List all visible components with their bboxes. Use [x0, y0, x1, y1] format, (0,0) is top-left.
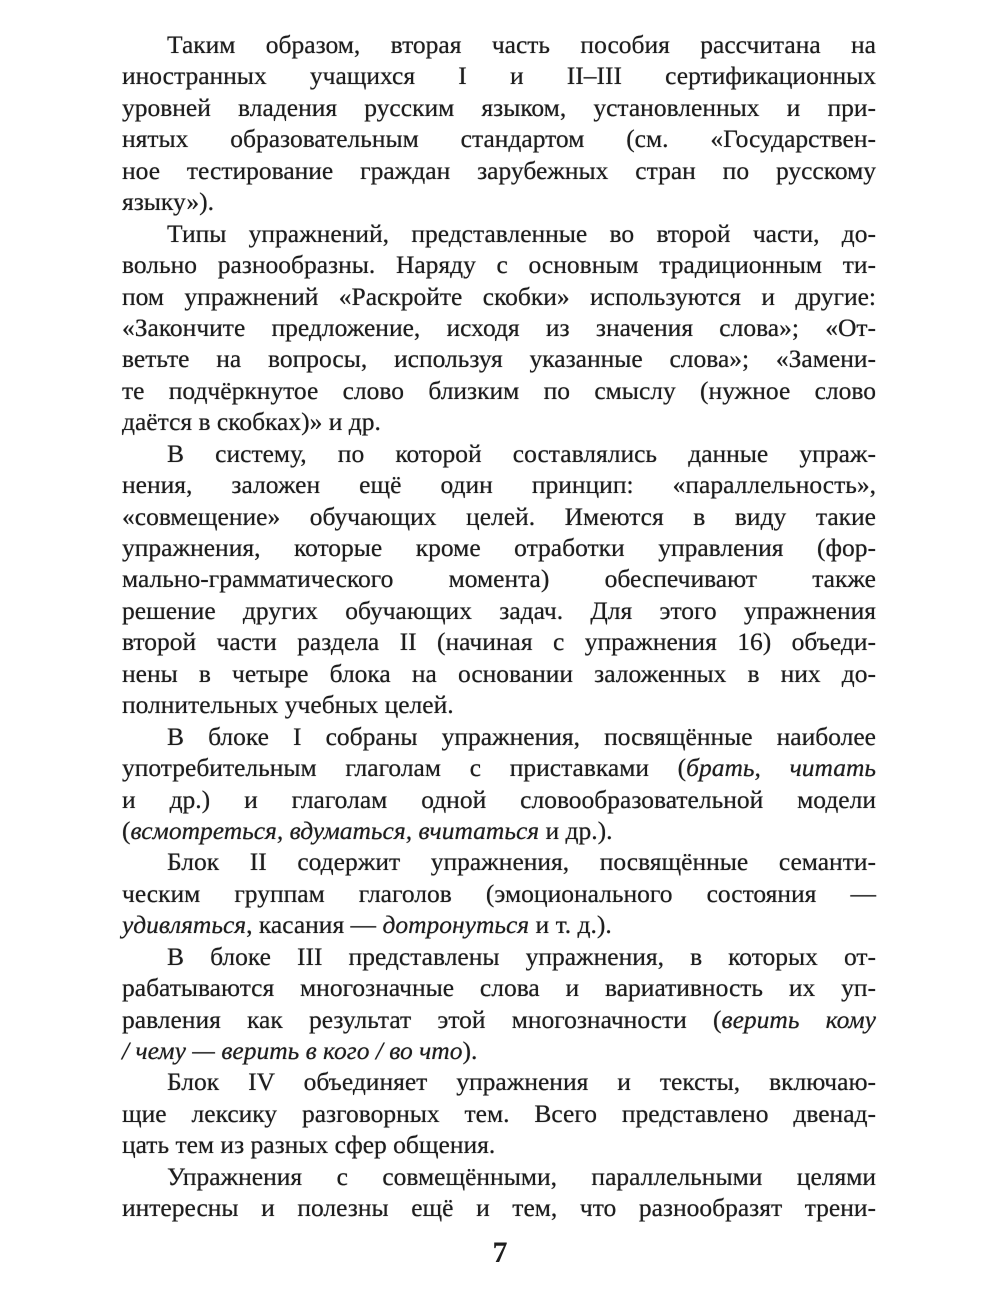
text-segment: и т. д.).	[529, 910, 612, 940]
text-segment: второй части раздела II (начиная с упражнения 16) объеди-	[122, 627, 876, 657]
text-line	[122, 878, 876, 909]
paragraph	[122, 29, 876, 218]
text-line	[122, 60, 876, 91]
text-segment: полнительных учебных целей.	[122, 690, 454, 720]
text-segment: языку»).	[122, 187, 214, 217]
text-segment: Упражнения с совмещёнными, параллельными целями	[167, 1161, 876, 1191]
text-line	[122, 1129, 876, 1160]
text-segment: ветьте на вопросы, используя указанные слова»; «Замени-	[122, 344, 876, 374]
text-segment: употребительным глаголам с приставками (	[122, 753, 687, 783]
text-line	[122, 941, 876, 972]
text-line	[122, 249, 876, 280]
italic-text: верить кому	[721, 1004, 876, 1034]
text-segment: нятых образовательным стандартом (см. «Государствен-	[122, 124, 876, 154]
text-line	[122, 721, 876, 752]
text-line	[122, 186, 876, 217]
text-line	[122, 155, 876, 186]
text-segment: В блоке III представлены упражнения, в которых от-	[167, 941, 876, 971]
text-segment: упражнения, которые кроме отработки управления (фор-	[122, 533, 876, 562]
text-segment: ное тестирование граждан зарубежных стран по русскому	[122, 155, 876, 185]
text-segment: нены в четыре блока на основании заложенных в них до-	[122, 658, 876, 688]
text-line	[122, 689, 876, 720]
text-segment: Типы упражнений, представленные во второй части, до-	[167, 218, 876, 248]
text-line	[122, 92, 876, 123]
text-line	[122, 626, 876, 657]
text-line	[122, 595, 876, 626]
text-line	[122, 375, 876, 406]
text-segment: пом упражнений «Раскройте скобки» используются и другие:	[122, 281, 876, 311]
italic-text: / чему — верить в кого / во что	[122, 1036, 463, 1065]
text-segment: уровней владения русским языком, установленных и при-	[122, 92, 876, 122]
text-segment: «совмещение» обучающих целей. Имеются в виду такие	[122, 501, 876, 531]
text-segment: , касания —	[246, 910, 383, 940]
text-line	[122, 438, 876, 469]
paragraph	[122, 721, 876, 847]
text-segment: иностранных учащихся I и II–III сертификационных	[122, 61, 876, 91]
text-line	[122, 784, 876, 815]
text-segment: и др.) и глаголам одной словообразовательной модели	[122, 784, 876, 814]
text-line	[122, 406, 876, 437]
text-line	[122, 281, 876, 312]
paragraph	[122, 941, 876, 1067]
text-line	[122, 909, 876, 940]
text-line	[122, 218, 876, 249]
italic-text: дотронуться	[382, 910, 530, 940]
text-line	[122, 752, 876, 783]
text-segment: мально-грамматического момента) обеспечивают также	[122, 564, 876, 594]
text-segment: В систему, по которой составлялись данные упраж-	[167, 438, 876, 468]
italic-text: всмотреться, вдуматься, вчитаться	[130, 815, 540, 845]
text-segment: рабатываются многозначные слова и вариативность их уп-	[122, 973, 876, 1003]
text-line	[122, 123, 876, 154]
paragraph	[122, 1161, 876, 1224]
text-segment: Таким образом, вторая часть пособия рассчитана на	[167, 30, 876, 59]
text-segment: и др.).	[539, 815, 613, 845]
text-segment: (	[122, 815, 131, 845]
text-line	[122, 563, 876, 594]
text-line	[122, 1066, 876, 1097]
text-segment: В блоке I собраны упражнения, посвящённые наиболее	[167, 721, 876, 751]
text-line	[122, 846, 876, 877]
text-line	[122, 658, 876, 689]
text-line	[122, 972, 876, 1003]
page-number: 7	[492, 1236, 508, 1269]
text-line	[122, 532, 876, 563]
text-line	[122, 312, 876, 343]
paragraph	[122, 1066, 876, 1160]
text-line	[122, 1161, 876, 1192]
text-segment: ческим группам глаголов (эмоционального состояния —	[122, 878, 876, 908]
text-segment: даётся в скобках)» и др.	[122, 407, 381, 437]
text-segment: «Закончите предложение, исходя из значения слова»; «От-	[122, 312, 876, 342]
text-line	[122, 501, 876, 532]
text-segment: вольно разнообразны. Наряду с основным традиционным ти-	[122, 250, 876, 280]
text-segment: интересны и полезны ещё и тем, что разнообразят трени-	[122, 1193, 876, 1223]
text-line	[122, 1035, 876, 1066]
text-segment: щие лексику разговорных тем. Всего представлено двенад-	[122, 1098, 876, 1128]
italic-text: удивляться	[122, 910, 247, 940]
paragraph	[122, 846, 876, 940]
italic-text: брать, читать	[686, 753, 876, 783]
text-segment: те подчёркнутое слово близким по смыслу (нужное слово	[122, 375, 876, 405]
text-segment: ).	[462, 1036, 478, 1065]
text-line	[122, 1192, 876, 1223]
page-body-text	[122, 29, 876, 1224]
text-line	[122, 469, 876, 500]
text-segment: Блок IV объединяет упражнения и тексты, включаю-	[167, 1067, 876, 1097]
text-line	[122, 343, 876, 374]
text-segment: цать тем из разных сфер общения.	[122, 1130, 496, 1160]
text-segment: Блок II содержит упражнения, посвящённые семанти-	[167, 847, 876, 877]
text-segment: равления как результат этой многозначности (	[122, 1004, 722, 1034]
text-line	[122, 1004, 876, 1035]
text-line	[122, 1098, 876, 1129]
text-line	[122, 29, 876, 60]
text-segment: нения, заложен ещё один принцип: «параллельность»,	[122, 470, 876, 500]
text-line	[122, 815, 876, 846]
text-segment: решение других обучающих задач. Для этого упражнения	[122, 595, 876, 625]
paragraph	[122, 438, 876, 721]
paragraph	[122, 218, 876, 438]
